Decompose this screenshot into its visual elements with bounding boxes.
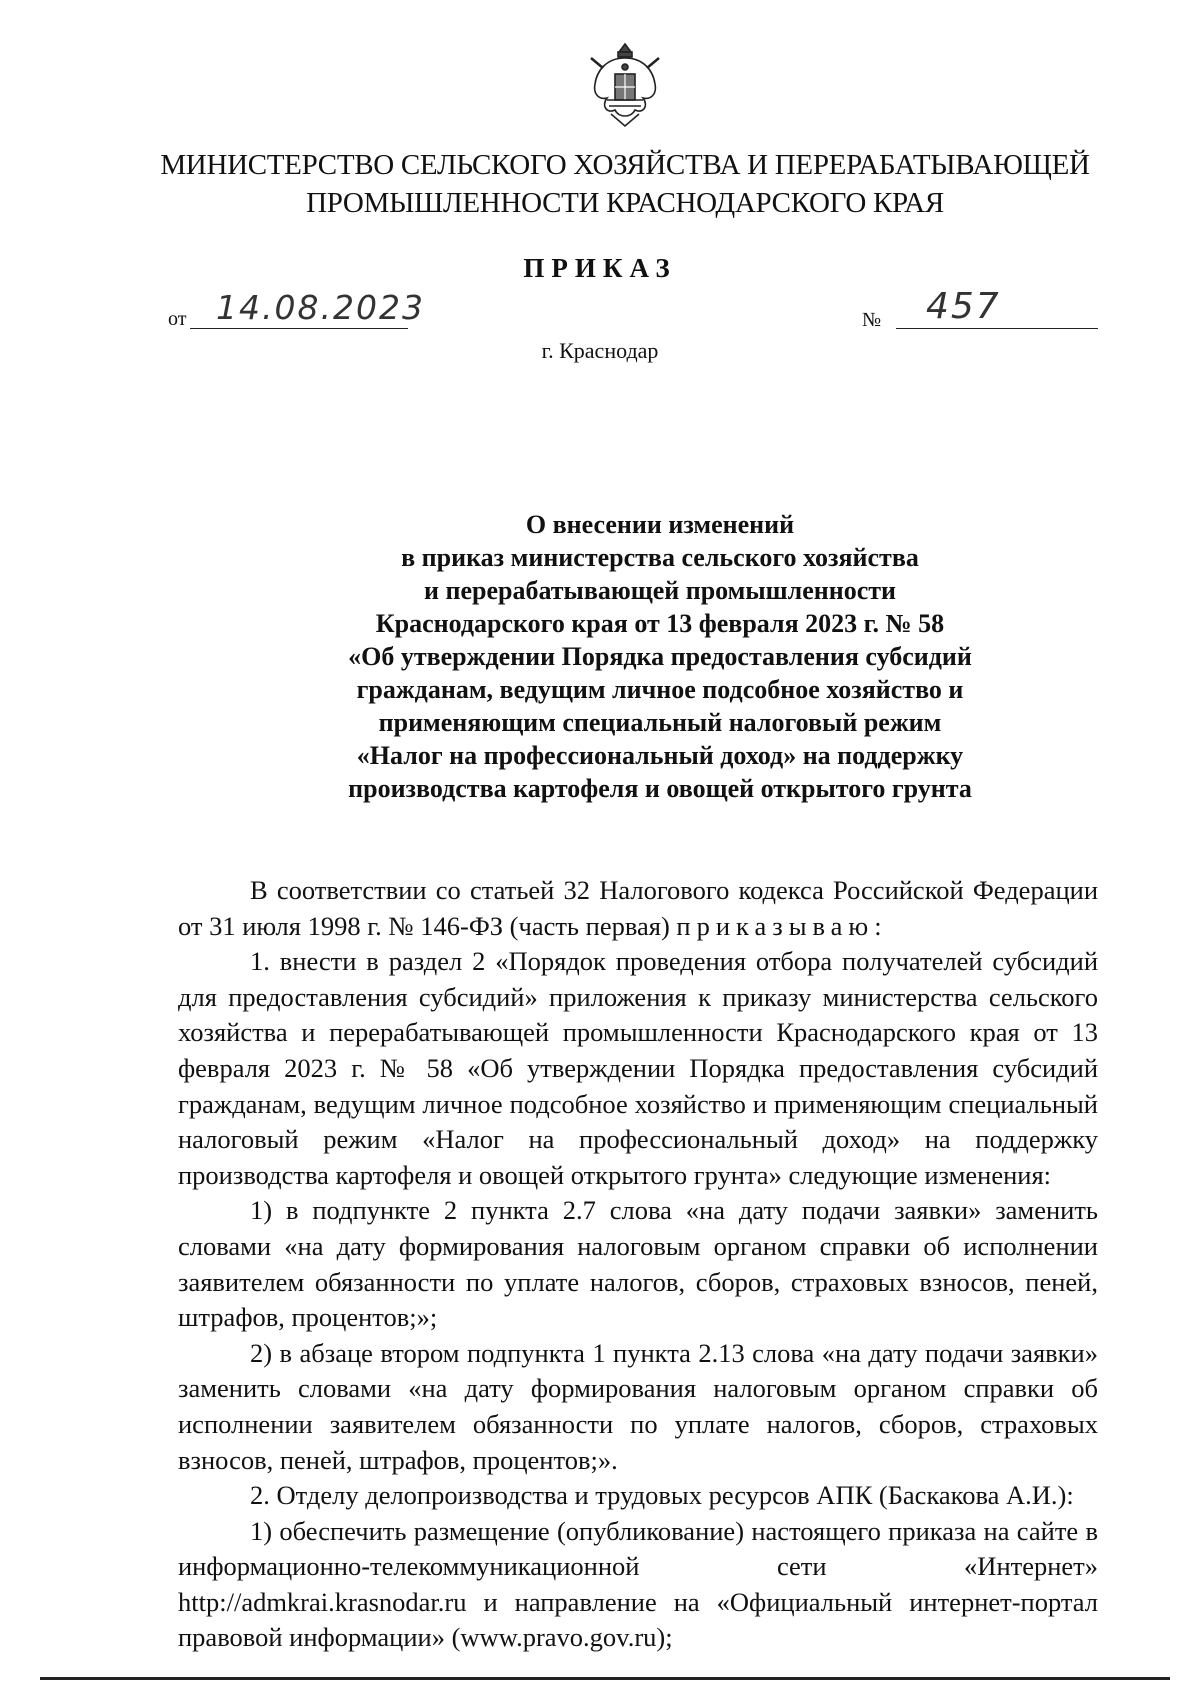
title-line: гражданам, ведущим личное подсобное хозяйство и	[356, 675, 964, 704]
title-line: «Об утверждении Порядка предоставления субсидий	[348, 642, 972, 671]
title-line: производства картофеля и овощей открытого грунта	[348, 774, 972, 803]
title-line: в приказ министерства сельского хозяйства	[401, 543, 919, 572]
city: г. Краснодар	[541, 338, 659, 363]
clause-2-paragraph: 2. Отделу делопроизводства и трудовых ресурсов АПК (Баскакова А.И.):	[250, 1480, 1074, 1511]
date-prefix: от	[168, 308, 187, 330]
number-field	[862, 285, 1098, 335]
title-line: применяющим специальный налоговый режим	[378, 708, 942, 737]
ministry-name	[150, 146, 1100, 222]
date-underline	[190, 328, 408, 329]
document-type: ПРИКАЗ	[523, 253, 677, 283]
date-handwritten-value: 14.08.2023	[216, 288, 425, 327]
number-prefix: №	[862, 309, 882, 331]
title-line: О внесении изменений	[525, 510, 795, 539]
clause-1-paragraph: 1. внести в раздел 2 «Порядок проведения отбора получателей субсидий для предоставления субсидий» приложения к приказу министерства сельского хозяйства и перерабатывающей промышленности Краснодарского края от 13 февраля 2023 г. № 58 «Об утверждении Порядка предоставления субсидий гражданам, ведущим личное подсобное хозяйство и применяющим специальный налоговый режим «Налог на профессиональный доход» на поддержку производства картофеля и овощей открытого грунта» следующие изменения:	[178, 946, 1098, 1190]
clause-1-sub-2-paragraph: 2) в абзаце втором подпункта 1 пункта 2.13 слова «на дату подачи заявки» заменить словами «на дату формирования налоговым органом справки об исполнении заявителем обязанности по уплате налогов, сборов, страховых взносов, пеней, штрафов, процентов;».	[178, 1337, 1098, 1475]
clause-2-sub-1-paragraph: 1) обеспечить размещение (опубликование) настоящего приказа на сайте в информационно-телекоммуникационной сети «Интернет» http://admkrai.krasnodar.ru и направление на «Официальный интернет-портал правовой информации» (www.pravo.gov.ru);	[178, 1515, 1098, 1653]
title-line: «Налог на профессиональный доход» на поддержку	[356, 741, 964, 770]
preamble-paragraph	[178, 873, 1098, 944]
title-line: Краснодарского края от 13 февраля 2023 г. № 58	[375, 609, 945, 638]
preamble-text: В соответствии со статьей 32 Налогового кодекса Российской Федерации от 31 июля 1998 г. № 146-ФЗ (часть первая)	[178, 875, 1098, 941]
order-word: приказываю:	[676, 910, 888, 941]
date-field	[168, 288, 425, 335]
clause-1-sub-1-paragraph: 1) в подпункте 2 пункта 2.7 слова «на дату подачи заявки» заменить словами «на дату формирования налоговым органом справки об исполнении заявителем обязанности по уплате налогов, сборов, страховых взносов, пеней, штрафов, процентов;»;	[178, 1195, 1098, 1333]
ministry-line-2: ПРОМЫШЛЕННОСТИ КРАСНОДАРСКОГО КРАЯ	[306, 187, 944, 219]
document-title	[260, 508, 1060, 805]
title-line: и перерабатывающей промышленности	[423, 576, 897, 605]
coat-of-arms-emblem	[585, 40, 665, 132]
page-bottom-rule	[40, 1677, 1170, 1680]
ministry-line-1: МИНИСТЕРСТВО СЕЛЬСКОГО ХОЗЯЙСТВА И ПЕРЕРАБАТЫВАЮЩЕЙ	[160, 149, 1090, 181]
number-handwritten-value: 457	[926, 286, 1001, 327]
document-body	[178, 873, 1098, 1656]
number-underline	[896, 328, 1098, 329]
